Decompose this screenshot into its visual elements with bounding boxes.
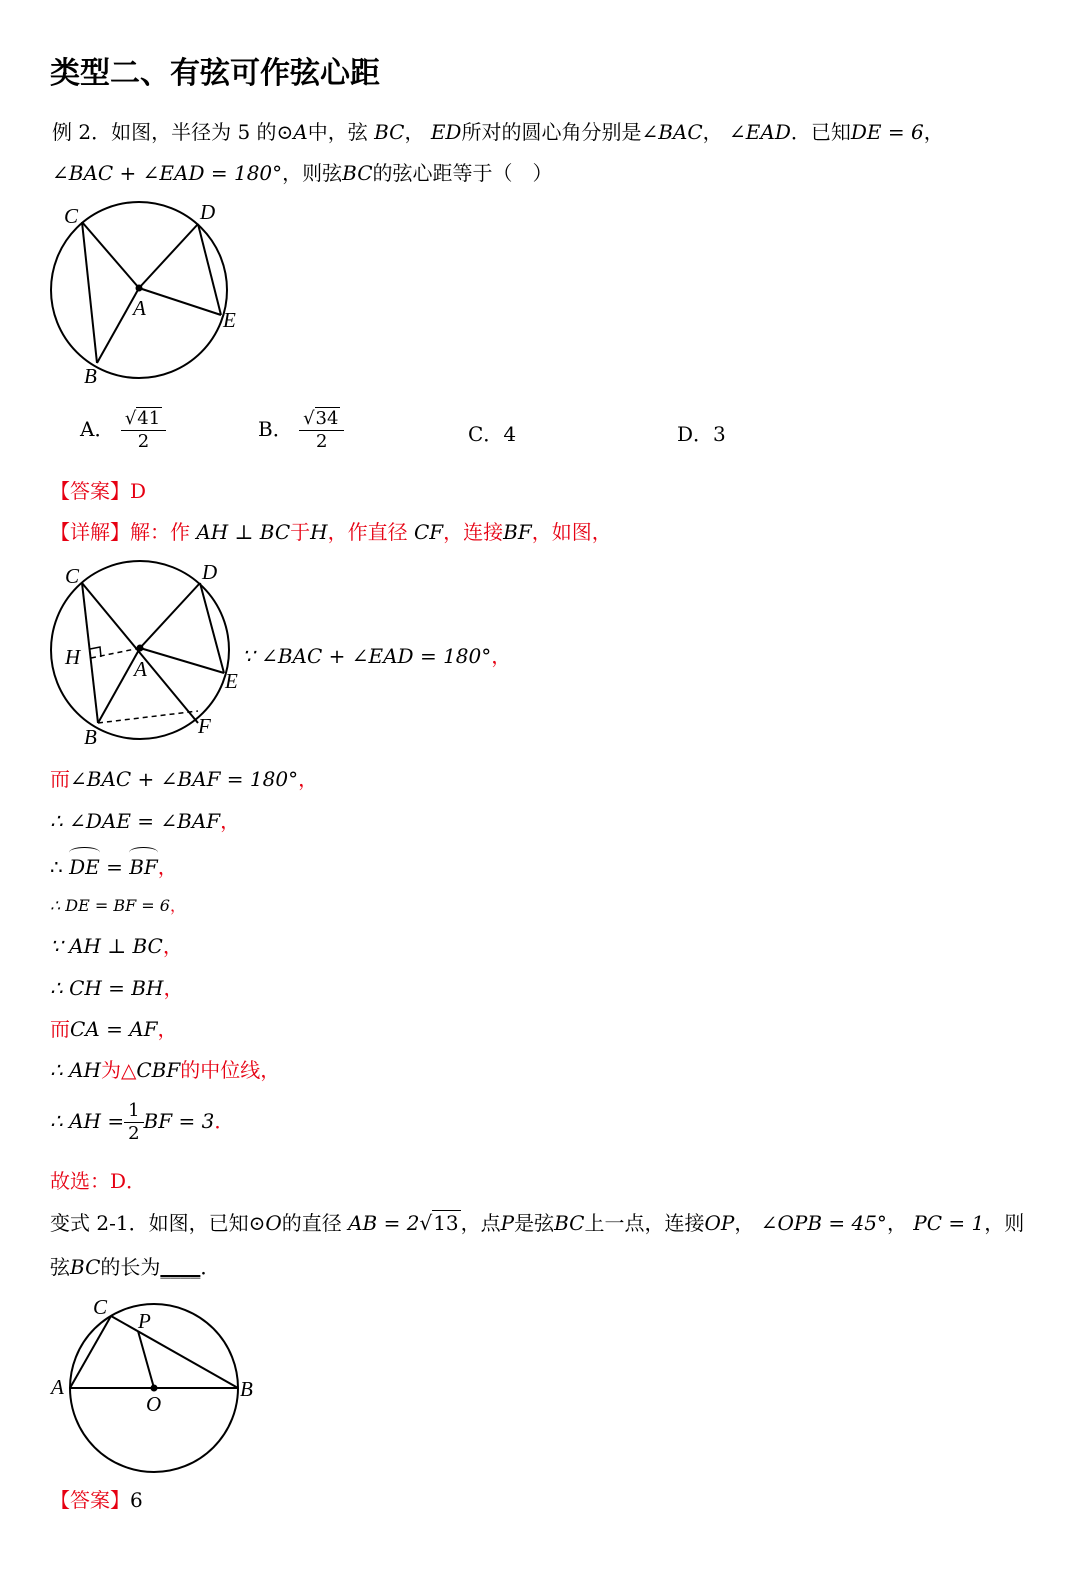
answer-example2: 【答案】D [50, 479, 147, 503]
right-angle-mark [90, 647, 101, 657]
detail-line: 【详解】解：作 AH ⊥ BC于H，作直径 CF，连接BF，如图， [50, 520, 612, 544]
variant-line2: 弦BC的长为____． [50, 1255, 221, 1279]
label-d: D [200, 200, 216, 224]
step-7: 而CA = AF， [50, 1017, 178, 1041]
label-a: A [133, 296, 146, 320]
label-p: P [138, 1309, 151, 1333]
figure-solution [40, 555, 260, 750]
section-title: 类型二、有弦可作弦心距 [50, 56, 380, 91]
step-2: ∴ ∠DAE = ∠BAF， [50, 809, 241, 833]
radius-ac [82, 222, 139, 288]
center-point-a-2 [137, 645, 144, 652]
label-e-2: E [225, 669, 238, 693]
choose-line: 故选：D． [50, 1169, 147, 1193]
label-d-2: D [202, 560, 218, 584]
answer-variant: 【答案】6 [50, 1488, 143, 1512]
option-c: C．4 [468, 422, 517, 446]
dashed-ah [91, 648, 140, 658]
chord-cb-3 [111, 1316, 238, 1388]
step-9: ∴ AH = $\frac{1}{2}$ BF = 3． [50, 1100, 235, 1144]
step-5: ∵ AH ⊥ BC， [50, 934, 183, 958]
radius-ae [139, 288, 221, 315]
example2-line2: ∠BAC + ∠EAD = 180°，则弦BC的弦心距等于（ ） [52, 161, 553, 185]
label-o: O [146, 1392, 162, 1416]
label-c-3: C [93, 1295, 108, 1319]
chord-ac [70, 1316, 111, 1388]
label-b-3: B [240, 1377, 253, 1401]
label-b-2: B [84, 725, 97, 749]
variant-line1: 变式 2-1．如图，已知⊙O的直径 AB = 2√13 ，点P是弦BC上一点，连接OP， ∠OPB = 45°， PC = 1，则 [50, 1211, 1025, 1235]
step-4: ∴ DE = BF = 6， [50, 896, 186, 915]
step-6: ∴ CH = BH， [50, 976, 184, 1000]
step-1: 而∠BAC + ∠BAF = 180°， [50, 767, 319, 791]
figure-variant [40, 1290, 270, 1480]
dashed-bf [98, 711, 198, 723]
label-h: H [65, 645, 81, 669]
radius-ad [139, 224, 198, 288]
label-c: C [64, 204, 79, 228]
example2-line1: 例 2．如图，半径为 5 的⊙A中，弦 BC， ED所对的圆心角分别是∠BAC， ∠EAD．已知DE = 6， [52, 120, 944, 144]
answer-blank: ____ [160, 1255, 201, 1279]
center-point-o [151, 1385, 158, 1392]
center-point-a [136, 285, 143, 292]
label-f: F [198, 714, 211, 738]
option-d: D．3 [677, 422, 726, 446]
label-e: E [223, 308, 236, 332]
step-8: ∴ AH为△CBF的中位线， [50, 1058, 281, 1082]
radius-ad-2 [140, 583, 200, 648]
option-a: A． $\frac{√41}{2}$ [80, 408, 166, 453]
step-3: ∴ DE = BF， [50, 855, 178, 879]
chord-cb [82, 222, 97, 363]
option-b: B． $\frac{√34}{2}$ [258, 408, 344, 453]
chord-cb-2 [82, 583, 98, 723]
label-a-2: A [134, 657, 147, 681]
label-c-2: C [65, 564, 80, 588]
label-a-3: A [51, 1375, 64, 1399]
label-b: B [84, 364, 97, 388]
figure-example2 [40, 195, 250, 390]
because-line: ∵ ∠BAC + ∠EAD = 180°， [242, 644, 512, 668]
